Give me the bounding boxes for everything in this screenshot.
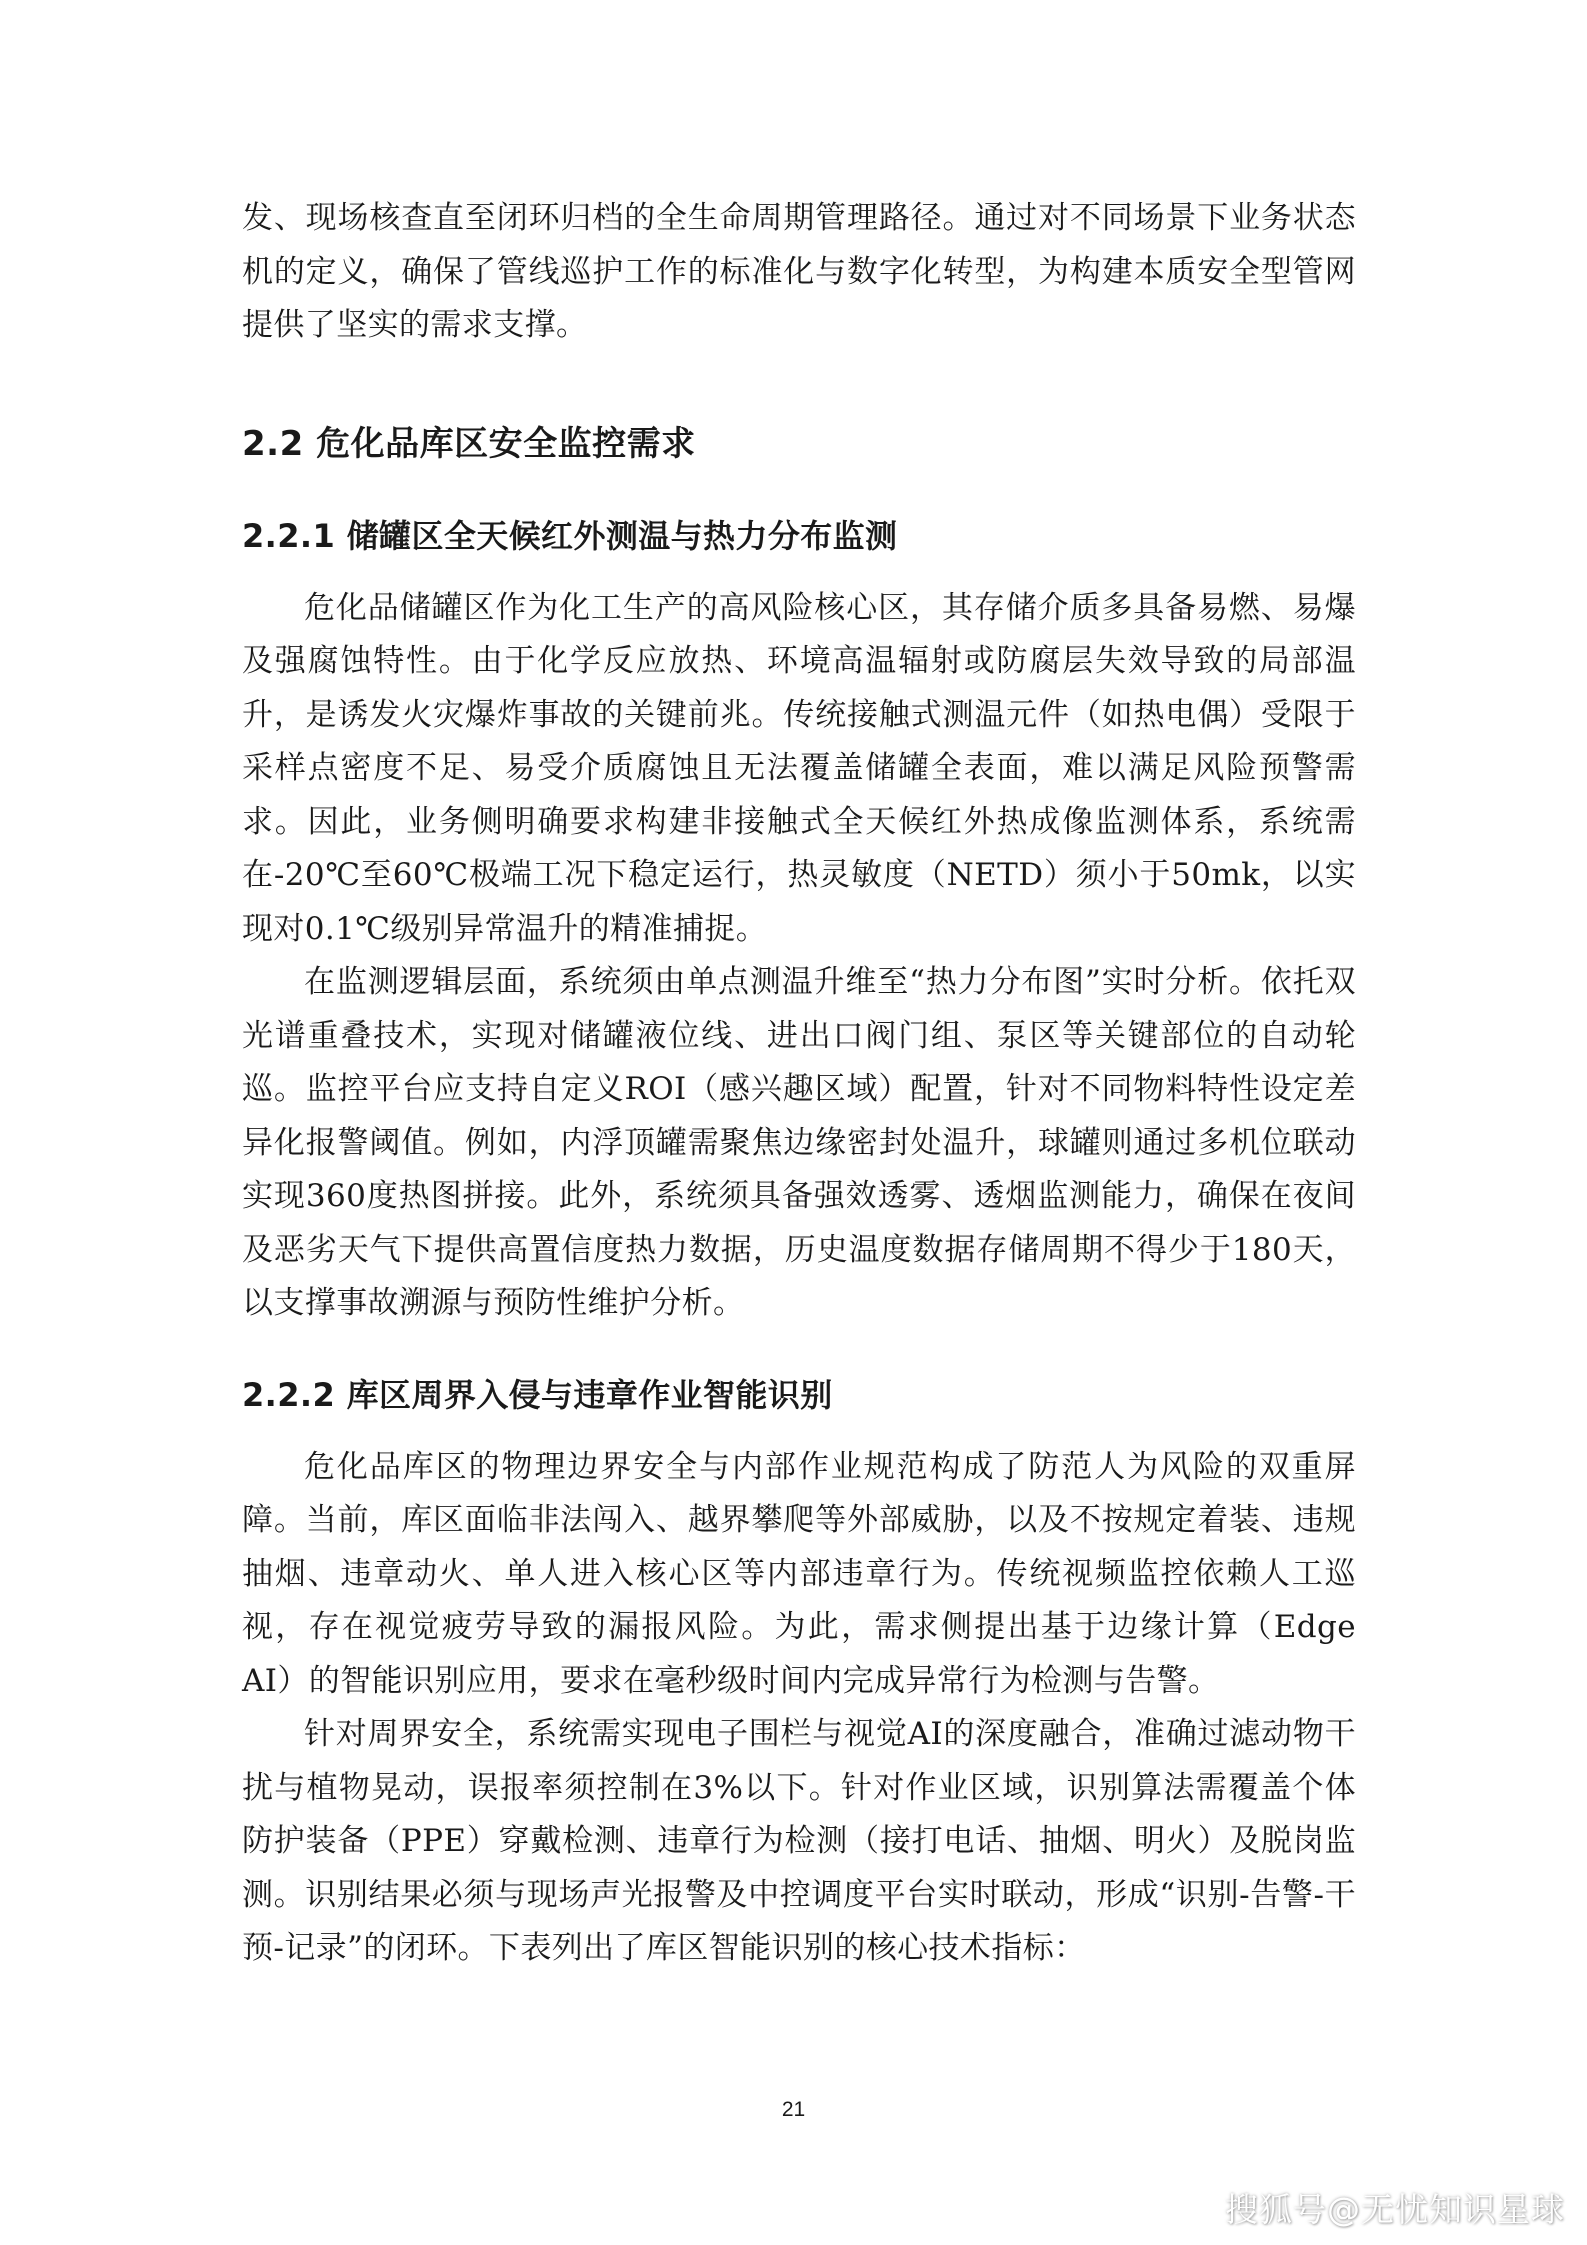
section-heading-2-2: 2.2 危化品库区安全监控需求	[242, 423, 696, 464]
intro-paragraph: 发、现场核查直至闭环归档的全生命周期管理路径。通过对不同场景下业务状态机的定义，确保了管线巡护工作的标准化与数字化转型，为构建本质安全型管网提供了坚实的需求支撑。	[242, 200, 1356, 343]
paragraph-2-2-1-b: 在监测逻辑层面，系统须由单点测温升维至“热力分布图”实时分析。依托双光谱重叠技术，实现对储罐液位线、进出口阀门组、泵区等关键部位的自动轮巡。监控平台应支持自定义ROI（感兴趣区域）配置，针对不同物料特性设定差异化报警阈值。例如，内浮顶罐需聚焦边缘密封处温升，球罐则通过多机位联动实现360度热图拼接。此外，系统须具备强效透雾、透烟监测能力，确保在夜间及恶劣天气下提供高置信度热力数据，历史温度数据存储周期不得少于180天，以支撑事故溯源与预防性维护分析。	[242, 964, 1356, 1321]
section-heading-2-2-2: 2.2.2 库区周界入侵与违章作业智能识别	[242, 1375, 833, 1414]
page-number: 21	[781, 2098, 806, 2121]
paragraph-2-2-1-a: 危化品储罐区作为化工生产的高风险核心区，其存储介质多具备易燃、易爆及强腐蚀特性。由于化学反应放热、环境高温辐射或防腐层失效导致的局部温升，是诱发火灾爆炸事故的关键前兆。传统接触式测温元件（如热电偶）受限于采样点密度不足、易受介质腐蚀且无法覆盖储罐全表面，难以满足风险预警需求。因此，业务侧明确要求构建非接触式全天候红外热成像监测体系，系统需在-20℃至60℃极端工况下稳定运行，热灵敏度（NETD）须小于50mk，以实现对0.1℃级别异常温升的精准捕捉。	[242, 589, 1356, 947]
watermark: 搜狐号@无忧知识星球	[1225, 2190, 1565, 2229]
paragraph-2-2-2-b: 针对周界安全，系统需实现电子围栏与视觉AI的深度融合，准确过滤动物干扰与植物晃动，误报率须控制在3%以下。针对作业区域，识别算法需覆盖个体防护装备（PPE）穿戴检测、违章行为检测（接打电话、抽烟、明火）及脱岗监测。识别结果必须与现场声光报警及中控调度平台实时联动，形成“识别-告警-干预-记录”的闭环。下表列出了库区智能识别的核心技术指标：	[242, 1716, 1356, 1966]
paragraph-2-2-2-a: 危化品库区的物理边界安全与内部作业规范构成了防范人为风险的双重屏障。当前，库区面临非法闯入、越界攀爬等外部威胁，以及不按规定着装、违规抽烟、违章动火、单人进入核心区等内部违章行为。传统视频监控依赖人工巡视，存在视觉疲劳导致的漏报风险。为此，需求侧提出基于边缘计算（Edge AI）的智能识别应用，要求在毫秒级时间内完成异常行为检测与告警。	[242, 1448, 1356, 1699]
document-body	[242, 192, 1356, 1976]
section-heading-2-2-1: 2.2.1 储罐区全天候红外测温与热力分布监测	[242, 516, 898, 555]
